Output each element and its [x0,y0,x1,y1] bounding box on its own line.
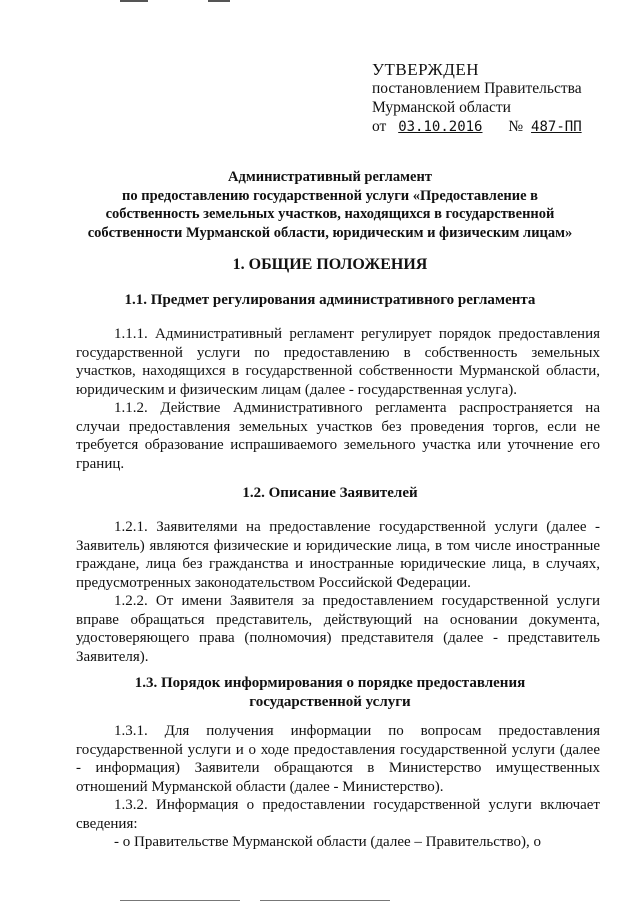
approval-stamp [372,60,586,137]
paragraph-1-2-2: 1.2.2. От имени Заявителя за предоставлением государственной услуги вправе обращаться представитель, действующий на основании документа, удостоверяющего права (полномочия) представителя (далее - представитель Заявителя). [76,593,600,665]
date-prefix: от [372,118,387,135]
scan-artifact-bottom-right [260,900,390,901]
section-1-3-heading-line1: 1.3. Порядок информирования о порядке предоставления [134,675,526,691]
title-line2: по предоставлению государственной услуги «Предоставление в [122,187,538,204]
section1-heading: 1. ОБЩИЕ ПОЛОЖЕНИЯ [232,256,428,273]
title-line3: собственность земельных участков, находящихся в государственной [105,206,555,222]
approval-number: 487-ПП [531,119,582,135]
approval-line1: УТВЕРЖДЕН [372,60,479,79]
section-1-2-text [76,518,600,666]
section-1-1-heading: 1.1. Предмет регулирования административного регламента [124,292,536,308]
document-title [60,168,600,242]
scan-artifact-bottom-left [120,900,240,901]
paragraph-1-3-list-item: - о Правительстве Мурманской области (далее – Правительство), о [114,834,541,850]
scan-artifact-top-right [208,0,230,2]
title-line1: Административный регламент [228,169,432,185]
number-prefix: № [508,118,524,135]
approval-date: 03.10.2016 [398,119,483,135]
paragraph-1-1-2: 1.1.2. Действие Административного регламента распространяется на случаи предоставления земельных участков без проведения торгов, если не требуется образование испрашиваемого земельного участка или уточнение его границ. [76,400,600,472]
scan-artifact-top-left [120,0,148,2]
paragraph-1-3-1: 1.3.1. Для получения информации по вопросам предоставления государственной услуги и о ходе предоставления государственной услуги (далее - информация) Заявители обращаются в Министерство имущественных отношений Мурманской области (далее - Министерство). [76,723,600,795]
section-1-3-text [76,722,600,852]
section-1-3-heading [60,674,600,711]
paragraph-1-3-2: 1.3.2. Информация о предоставлении государственной услуги включает сведения: [76,797,600,832]
paragraph-1-1-1: 1.1.1. Административный регламент регулирует порядок предоставления государственной услуги по предоставлению в собственность земельных участков, находящихся в государственной собственности Мурманской области, юридическим и физическим лицам (далее - государственная услуга). [76,326,600,398]
paragraph-1-2-1: 1.2.1. Заявителями на предоставление государственной услуги (далее - Заявитель) являются физические и юридические лица, в том числе иностранные граждане, лица без гражданства и иностранные юридические лица, в случаях, предусмотренных законодательством Российской Федерации. [76,519,600,591]
section-1-2-heading: 1.2. Описание Заявителей [242,485,418,501]
approval-line2: постановлением Правительства [372,80,582,97]
approval-line3: Мурманской области [372,99,511,116]
section-1-3-heading-line2: государственной услуги [249,693,411,710]
section-1-1-text [76,325,600,473]
title-line4: собственности Мурманской области, юридическим и физическим лицам» [87,224,573,241]
approval-date-line [372,117,586,137]
